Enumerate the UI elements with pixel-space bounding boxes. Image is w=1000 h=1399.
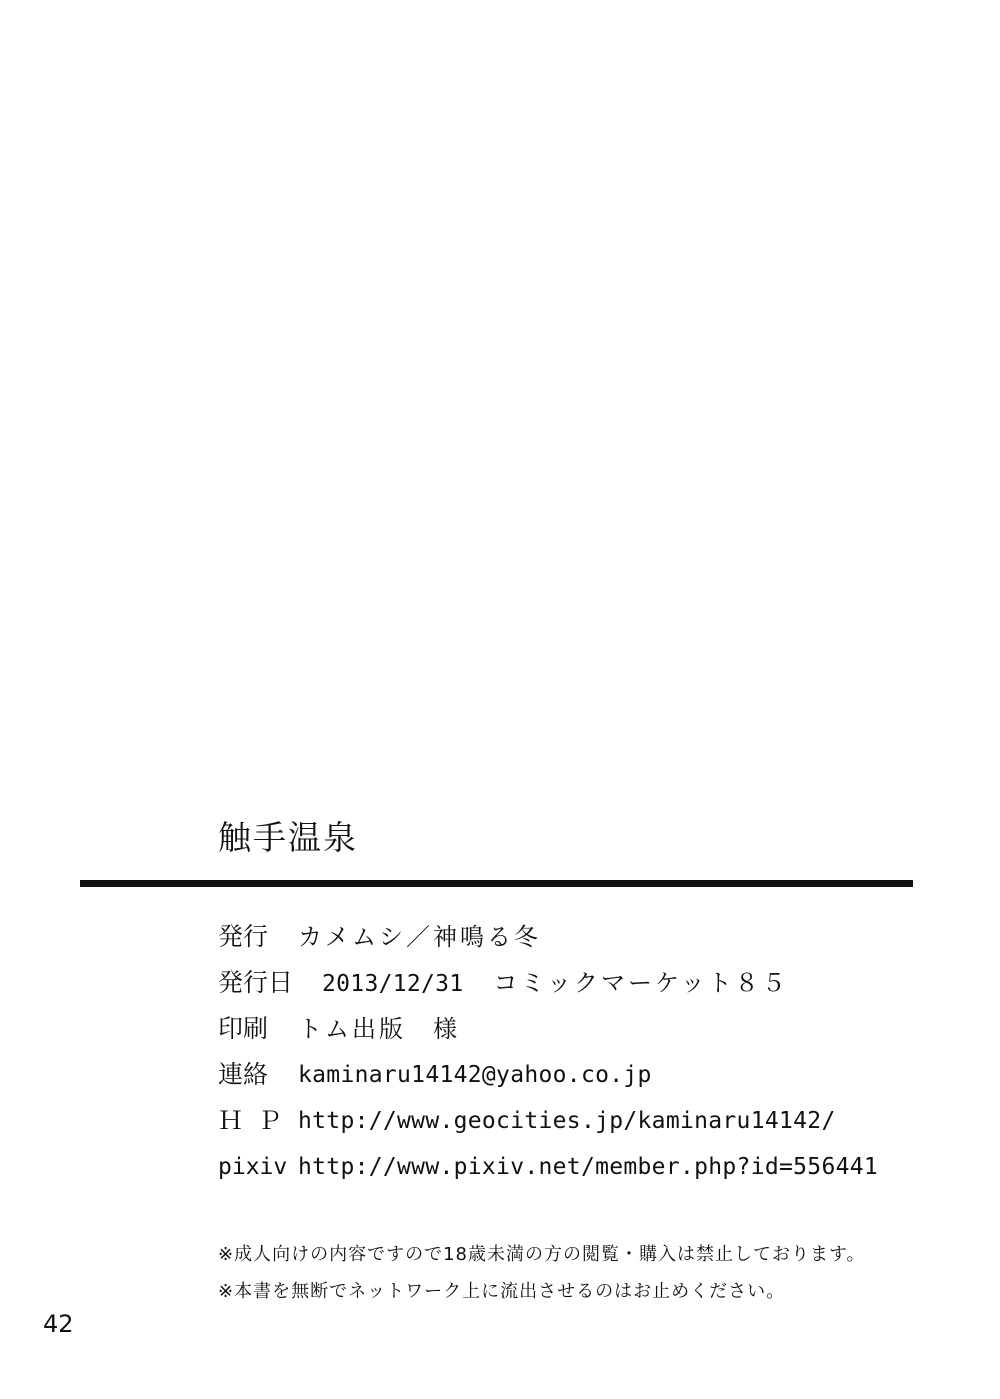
- homepage-url[interactable]: http://www.geocities.jp/kaminaru14142/: [298, 1108, 836, 1134]
- homepage-label: ＨＰ: [218, 1106, 297, 1135]
- printer-label: 印刷: [218, 1014, 269, 1043]
- book-title: 触手温泉: [218, 818, 358, 857]
- date-label: 発行日: [218, 968, 294, 997]
- redistribution-notice: ※本書を無断でネットワーク上に流出させるのはお止めください。: [218, 1281, 786, 1302]
- date-value-group: [322, 968, 789, 999]
- contact-label: 連絡: [218, 1060, 269, 1089]
- contact-email[interactable]: kaminaru14142@yahoo.co.jp: [298, 1062, 652, 1088]
- page-number: 42: [43, 1310, 74, 1338]
- printer-value: トム出版 様: [298, 1015, 460, 1043]
- pixiv-url[interactable]: http://www.pixiv.net/member.php?id=556441: [298, 1154, 879, 1180]
- event-name: コミックマーケット８５: [493, 969, 789, 997]
- age-restriction-notice: ※成人向けの内容ですので18歳未満の方の閲覧・購入は禁止しております。: [218, 1244, 866, 1265]
- divider-rule: [80, 880, 913, 887]
- publisher-label: 発行: [218, 922, 269, 951]
- pixiv-label: pixiv: [218, 1154, 288, 1180]
- publisher-value: カメムシ／神鳴る冬: [298, 923, 541, 951]
- date-value: 2013/12/31: [322, 971, 464, 997]
